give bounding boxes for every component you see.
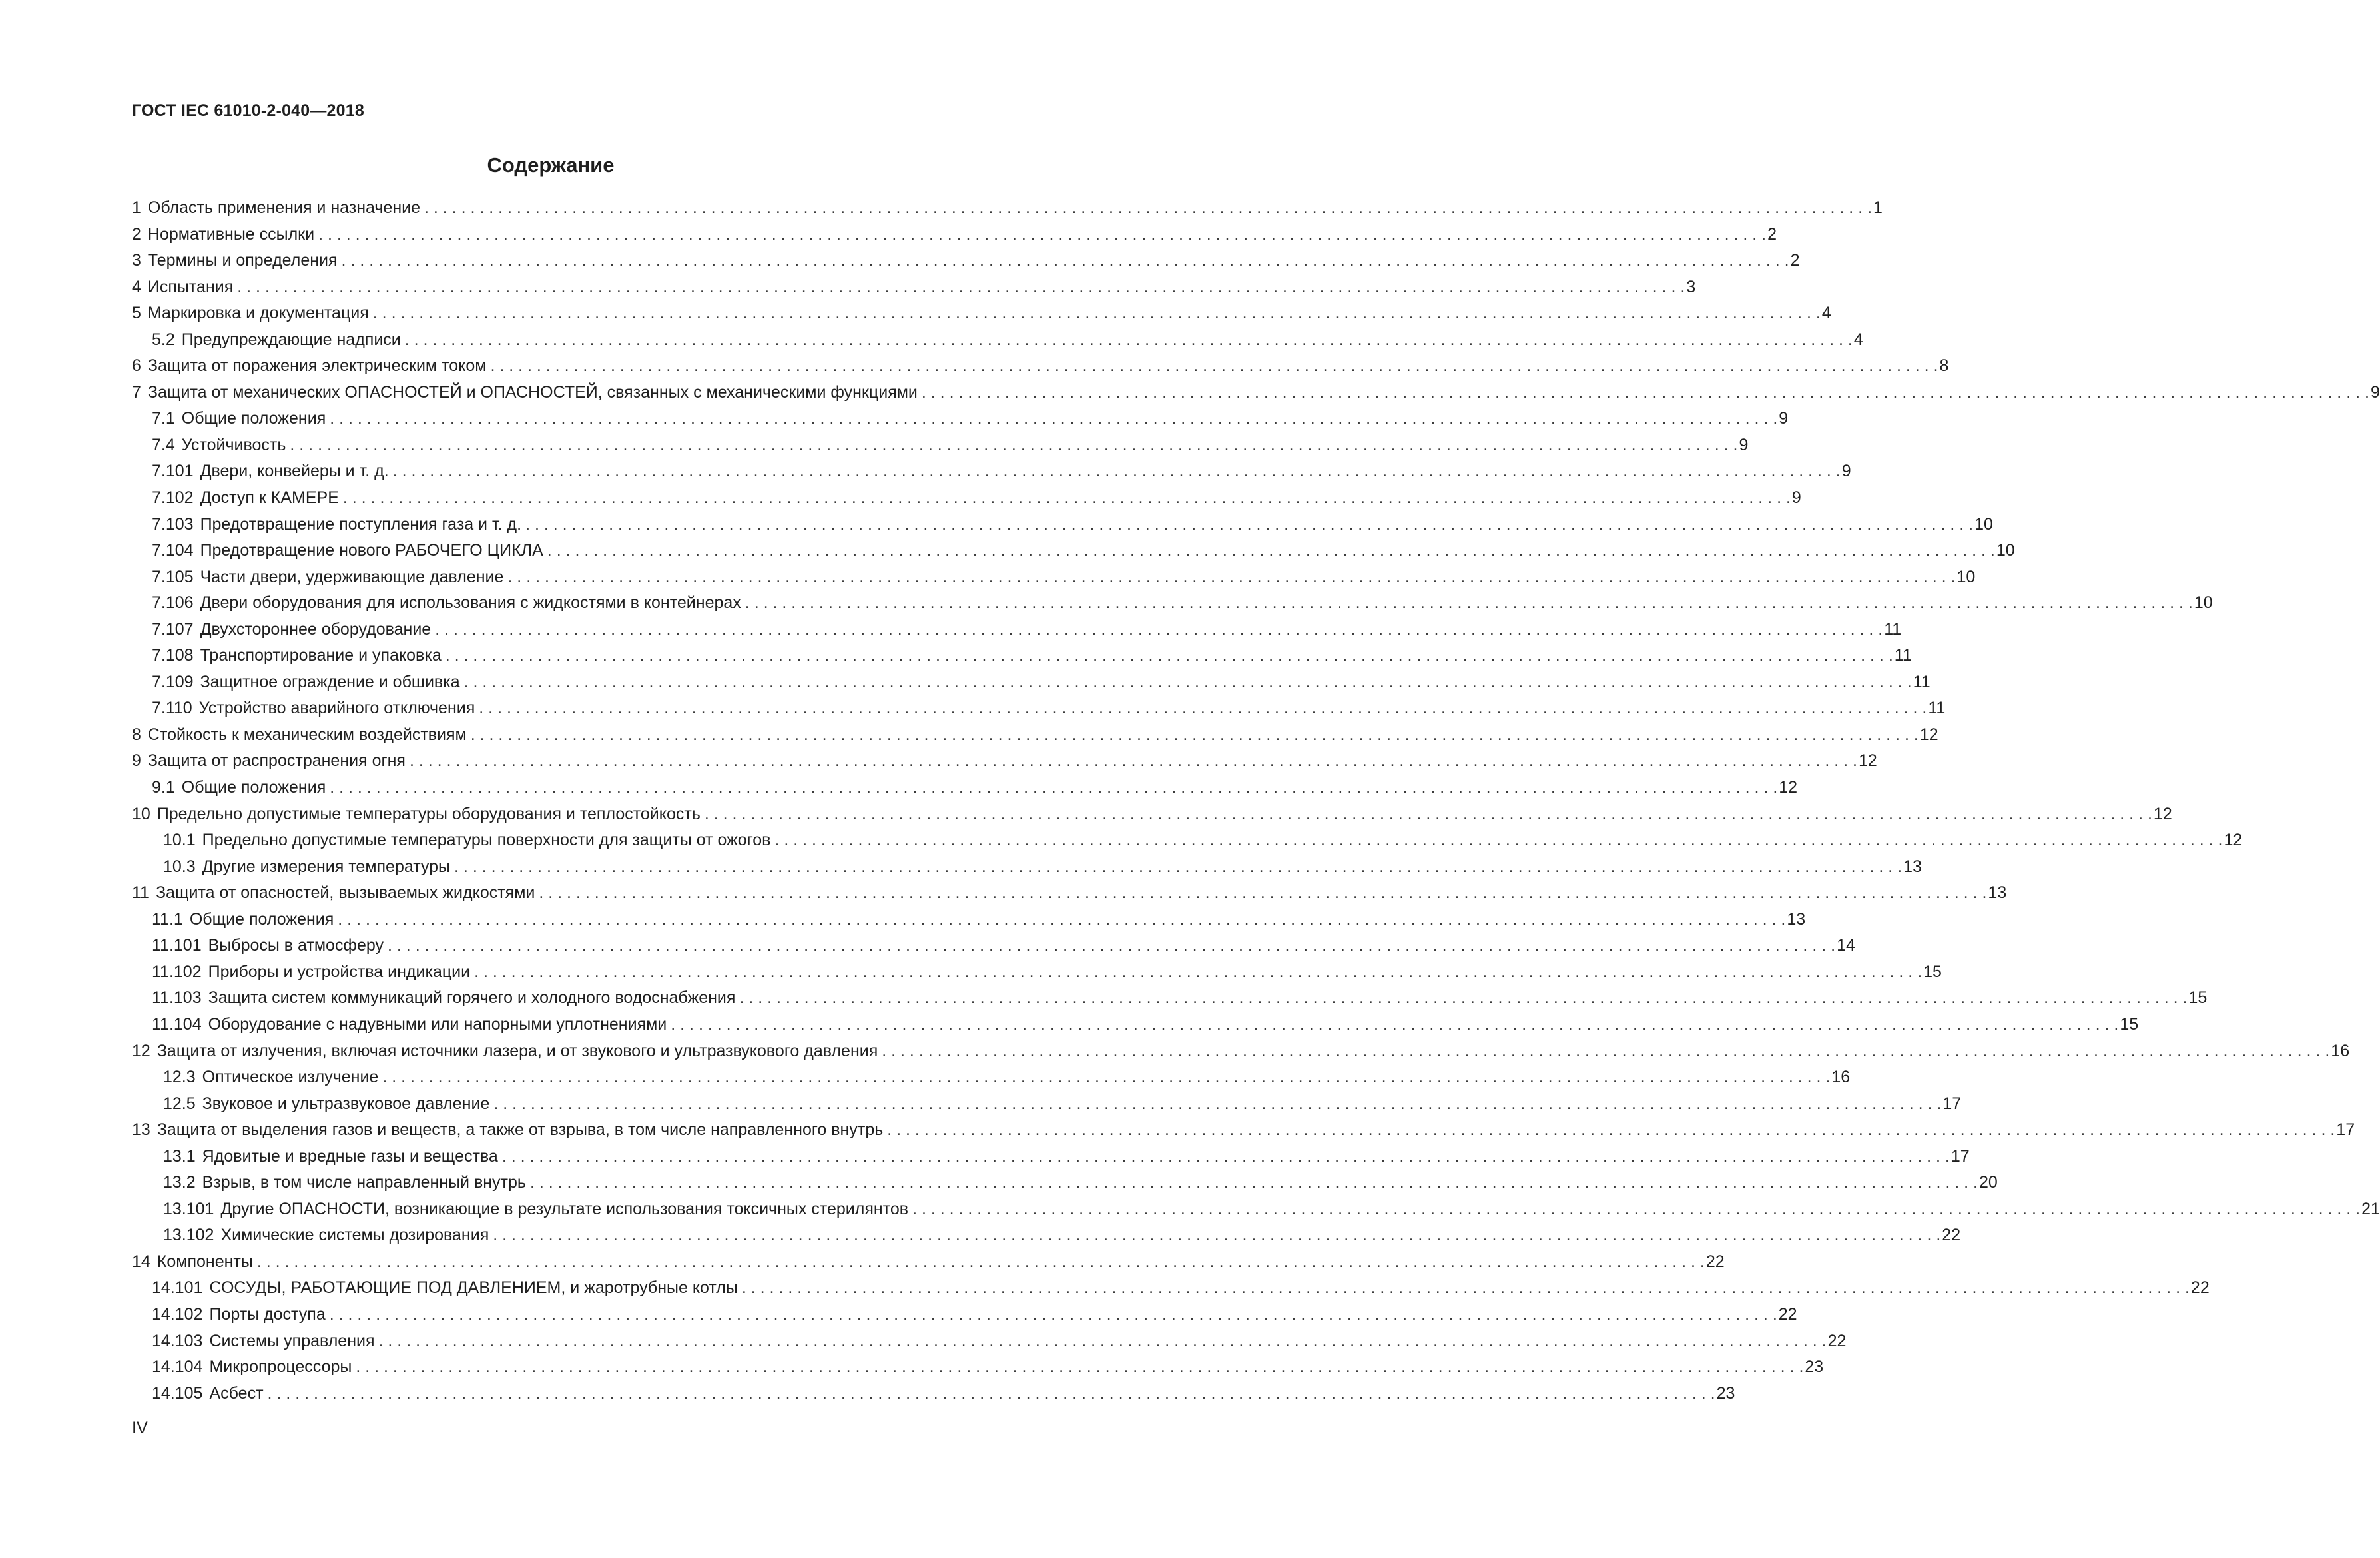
toc-leader-dots bbox=[356, 1358, 1803, 1377]
toc-entry[interactable] bbox=[132, 224, 1777, 252]
toc-entry[interactable] bbox=[132, 567, 1976, 594]
toc-entry[interactable] bbox=[132, 356, 1949, 383]
toc-entry-title: Защита от выделения газов и веществ, а также от взрыва, в том числе направленного внутрь bbox=[156, 1120, 884, 1140]
toc-entry-page: 11 bbox=[1913, 672, 1931, 691]
toc-entry-number: 11.103 bbox=[152, 988, 202, 1008]
toc-entry-number: 9 bbox=[132, 751, 141, 771]
toc-entry-title: Защита от поражения электрическим током bbox=[147, 356, 487, 376]
toc-entry-title: Устойчивость bbox=[181, 435, 286, 454]
toc-entry-title: Двери, конвейеры и т. д. bbox=[200, 462, 389, 481]
toc-entry-number: 2 bbox=[132, 224, 141, 244]
toc-entry-number: 10 bbox=[132, 804, 150, 823]
toc-entry-page: 11 bbox=[1884, 619, 1902, 639]
toc-entry-number: 7.1 bbox=[152, 409, 175, 428]
toc-entry-title: Химические системы дозирования bbox=[220, 1226, 489, 1245]
toc-entry-page: 4 bbox=[1853, 330, 1863, 349]
toc-entry[interactable] bbox=[132, 1199, 2380, 1226]
toc-entry-page: 9 bbox=[1791, 488, 1801, 508]
toc-entry-page: 10 bbox=[1974, 514, 1993, 534]
toc-entry[interactable] bbox=[132, 1331, 1847, 1358]
toc-entry-title: Термины и определения bbox=[147, 251, 338, 270]
toc-leader-dots bbox=[493, 1226, 1940, 1245]
toc-entry-number: 13.1 bbox=[163, 1146, 196, 1166]
toc-entry-title: Защитное ограждение и обшивка bbox=[200, 672, 460, 691]
toc-leader-dots bbox=[410, 751, 1857, 771]
toc-entry[interactable] bbox=[132, 804, 2172, 831]
toc-entry-page: 20 bbox=[1978, 1173, 1998, 1192]
toc-entry-number: 3 bbox=[132, 251, 141, 270]
toc-leader-dots bbox=[405, 330, 1853, 350]
toc-leader-dots bbox=[507, 568, 1955, 587]
toc-entry[interactable] bbox=[132, 646, 1912, 673]
toc-entry-title: Другие ОПАСНОСТИ, возникающие в результате использования токсичных стерилянтов bbox=[220, 1199, 909, 1218]
toc-leader-dots bbox=[671, 1015, 2118, 1034]
toc-entry-page: 22 bbox=[1705, 1252, 1725, 1271]
toc-entry[interactable] bbox=[132, 1041, 2350, 1068]
toc-entry[interactable] bbox=[132, 672, 1931, 699]
toc-entry-number: 5.2 bbox=[152, 330, 175, 349]
toc-leader-dots bbox=[330, 1305, 1777, 1324]
toc-leader-dots bbox=[493, 1094, 1941, 1114]
toc-entry-title: Нормативные ссылки bbox=[147, 224, 315, 244]
toc-leader-dots bbox=[479, 699, 1927, 718]
toc-entry[interactable] bbox=[132, 1068, 1851, 1094]
toc-entry-page: 22 bbox=[1942, 1226, 1961, 1245]
toc-entry[interactable] bbox=[132, 382, 2380, 410]
toc-entry-number: 10.3 bbox=[163, 857, 196, 876]
toc-entry-number: 10.1 bbox=[163, 831, 196, 850]
toc-entry[interactable] bbox=[132, 751, 1877, 778]
toc-entry-title: Транспортирование и упаковка bbox=[200, 646, 442, 665]
toc-entry-page: 12 bbox=[2224, 831, 2243, 850]
toc-entry[interactable] bbox=[132, 541, 2015, 568]
toc-entry-page: 4 bbox=[1821, 304, 1831, 323]
toc-leader-dots bbox=[446, 646, 1893, 665]
toc-leader-dots bbox=[379, 1332, 1827, 1351]
toc-leader-dots bbox=[338, 910, 1785, 929]
toc-entry-number: 12.3 bbox=[163, 1068, 196, 1087]
toc-entry-title: Ядовитые и вредные газы и вещества bbox=[202, 1146, 498, 1166]
toc-entry[interactable] bbox=[132, 409, 1789, 436]
toc-entry[interactable] bbox=[132, 1304, 1797, 1332]
toc-entry-title: Части двери, удерживающие давление bbox=[200, 567, 504, 586]
toc-leader-dots bbox=[525, 515, 1973, 534]
toc-entry-page: 8 bbox=[1939, 356, 1949, 376]
toc-entry-page: 9 bbox=[1739, 435, 1749, 454]
toc-entry-page: 11 bbox=[1894, 646, 1912, 665]
toc-entry-page: 16 bbox=[2331, 1041, 2350, 1060]
document-code: ГОСТ IEC 61010-2-040—2018 bbox=[132, 101, 364, 120]
toc-leader-dots bbox=[490, 356, 1938, 376]
toc-entry-title: Приборы и устройства индикации bbox=[208, 962, 471, 981]
toc-entry[interactable] bbox=[132, 462, 1851, 488]
toc-entry-page: 23 bbox=[1716, 1383, 1735, 1403]
toc-leader-dots bbox=[290, 436, 1737, 455]
toc-entry-number: 13.101 bbox=[163, 1199, 214, 1218]
toc-entry-page: 10 bbox=[2194, 593, 2213, 613]
toc-entry-title: Защита от распространения огня bbox=[147, 751, 406, 771]
toc-leader-dots bbox=[530, 1173, 1978, 1192]
toc-entry-number: 13 bbox=[132, 1120, 150, 1140]
toc-entry-page: 22 bbox=[1778, 1304, 1797, 1324]
toc-entry-page: 17 bbox=[2336, 1120, 2355, 1140]
toc-entry-number: 14 bbox=[132, 1252, 150, 1271]
toc-entry-page: 9 bbox=[1841, 462, 1851, 481]
toc-entry-title: Устройство аварийного отключения bbox=[198, 699, 475, 718]
toc-entry[interactable] bbox=[132, 883, 2007, 910]
toc-entry-title: Стойкость к механическим воздействиям bbox=[147, 725, 467, 744]
toc-entry-title: Асбест bbox=[209, 1383, 264, 1403]
toc-entry-title: Звуковое и ультразвуковое давление bbox=[202, 1094, 490, 1113]
toc-entry-number: 11.1 bbox=[152, 909, 183, 929]
toc-leader-dots bbox=[922, 383, 2369, 402]
toc-entry-title: Защита от опасностей, вызываемых жидкостями bbox=[155, 883, 535, 903]
toc-entry-number: 13.102 bbox=[163, 1226, 214, 1245]
toc-entry-title: Маркировка и документация bbox=[147, 304, 369, 323]
page-number: IV bbox=[132, 1419, 148, 1437]
toc-leader-dots bbox=[330, 409, 1777, 428]
toc-entry[interactable] bbox=[132, 619, 1902, 647]
toc-entry-number: 13.2 bbox=[163, 1173, 196, 1192]
toc-entry[interactable] bbox=[132, 778, 1798, 805]
toc-entry-number: 14.101 bbox=[152, 1278, 203, 1298]
toc-entry-page: 17 bbox=[1942, 1094, 1962, 1113]
toc-entry-title: Предупреждающие надписи bbox=[181, 330, 401, 349]
toc-entry[interactable] bbox=[132, 1173, 1998, 1200]
toc-entry[interactable] bbox=[132, 1094, 1962, 1121]
toc-title: Содержание bbox=[487, 153, 615, 177]
toc-entry[interactable] bbox=[132, 1252, 1725, 1279]
toc-leader-dots bbox=[739, 988, 2187, 1008]
toc-entry-page: 1 bbox=[1873, 198, 1883, 217]
toc-entry-title: Выбросы в атмосферу bbox=[208, 936, 384, 955]
toc-entry-page: 16 bbox=[1831, 1068, 1851, 1087]
toc-leader-dots bbox=[887, 1120, 2335, 1140]
toc-entry[interactable] bbox=[132, 936, 1855, 963]
toc-entry-number: 7.101 bbox=[152, 462, 194, 481]
toc-entry-number: 7.105 bbox=[152, 567, 194, 586]
toc-leader-dots bbox=[745, 593, 2193, 613]
toc-entry-title: Предельно допустимые температуры оборудования и теплостойкость bbox=[156, 804, 701, 823]
toc-entry-number: 14.104 bbox=[152, 1358, 203, 1377]
toc-entry-title: Предельно допустимые температуры поверхности для защиты от ожогов bbox=[202, 831, 771, 850]
toc-entry[interactable] bbox=[132, 277, 1696, 304]
toc-entry[interactable] bbox=[132, 1383, 1735, 1411]
toc-entry-number: 6 bbox=[132, 356, 141, 376]
toc-leader-dots bbox=[912, 1200, 2360, 1219]
toc-entry[interactable] bbox=[132, 988, 2208, 1015]
toc-leader-dots bbox=[342, 251, 1789, 270]
toc-leader-dots bbox=[742, 1278, 2190, 1298]
toc-entry-page: 9 bbox=[1779, 409, 1789, 428]
toc-entry-title: Общие положения bbox=[181, 409, 326, 428]
toc-entry-title: Защита систем коммуникаций горячего и холодного водоснабжения bbox=[208, 988, 736, 1008]
toc-entry-number: 1 bbox=[132, 198, 141, 217]
toc-entry-number: 12.5 bbox=[163, 1094, 196, 1113]
toc-entry-page: 21 bbox=[2361, 1199, 2380, 1218]
toc-entry-title: Предотвращение поступления газа и т. д. bbox=[200, 514, 522, 534]
toc-leader-dots bbox=[373, 304, 1821, 323]
toc-entry-number: 11 bbox=[132, 883, 149, 903]
toc-entry-page: 2 bbox=[1790, 251, 1800, 270]
toc-entry[interactable] bbox=[132, 251, 1800, 278]
toc-entry-title: Оптическое излучение bbox=[202, 1068, 379, 1087]
toc-entry-title: СОСУДЫ, РАБОТАЮЩИЕ ПОД ДАВЛЕНИЕМ, и жаротрубные котлы bbox=[209, 1278, 738, 1298]
toc-leader-dots bbox=[705, 805, 2152, 824]
toc-entry-page: 12 bbox=[2153, 804, 2172, 823]
toc-leader-dots bbox=[382, 1068, 1830, 1087]
toc-leader-dots bbox=[464, 673, 1912, 692]
toc-entry-title: Микропроцессоры bbox=[209, 1358, 352, 1377]
toc-entry-page: 10 bbox=[1956, 567, 1976, 586]
toc-leader-dots bbox=[471, 725, 1919, 745]
toc-entry-title: Общие положения bbox=[189, 909, 334, 929]
toc-entry-number: 4 bbox=[132, 277, 141, 296]
toc-entry-title: Двухстороннее оборудование bbox=[200, 619, 432, 639]
toc-leader-dots bbox=[268, 1384, 1715, 1403]
toc-entry-page: 22 bbox=[2190, 1278, 2210, 1298]
toc-entry[interactable] bbox=[132, 725, 1938, 752]
toc-entry-number: 7.106 bbox=[152, 593, 194, 613]
toc-entry-page: 2 bbox=[1767, 224, 1777, 244]
toc-entry-title: Защита от механических ОПАСНОСТЕЙ и ОПАСНОСТЕЙ, связанных с механическими функциями bbox=[147, 382, 918, 402]
toc-entry-page: 15 bbox=[2188, 988, 2208, 1008]
toc-entry-page: 17 bbox=[1950, 1146, 1970, 1166]
toc-leader-dots bbox=[539, 883, 1986, 903]
toc-entry-page: 11 bbox=[1928, 699, 1946, 718]
toc-entry[interactable] bbox=[132, 699, 1946, 725]
toc-entry[interactable] bbox=[132, 1278, 2210, 1305]
toc-entry[interactable] bbox=[132, 198, 1883, 225]
toc-entry-page: 13 bbox=[1787, 909, 1806, 929]
toc-entry[interactable] bbox=[132, 435, 1749, 462]
toc-leader-dots bbox=[393, 462, 1841, 481]
toc-entry-page: 12 bbox=[1779, 778, 1798, 797]
toc-entry[interactable] bbox=[132, 330, 1863, 357]
toc-entry[interactable] bbox=[132, 304, 1831, 330]
toc-leader-dots bbox=[502, 1147, 1950, 1166]
toc-entry[interactable] bbox=[132, 1014, 2139, 1042]
toc-entry-number: 8 bbox=[132, 725, 141, 744]
toc-entry-page: 23 bbox=[1805, 1358, 1824, 1377]
toc-entry-number: 12 bbox=[132, 1041, 150, 1060]
toc-entry[interactable] bbox=[132, 1358, 1824, 1384]
toc-leader-dots bbox=[435, 620, 1883, 639]
toc-entry-title: Оборудование с надувными или напорными уплотнениями bbox=[208, 1014, 667, 1034]
toc-entry[interactable] bbox=[132, 488, 1801, 515]
toc-entry-page: 13 bbox=[1903, 857, 1922, 876]
toc-entry[interactable] bbox=[132, 1120, 2355, 1147]
toc-entry-number: 7.110 bbox=[152, 699, 192, 718]
toc-leader-dots bbox=[330, 778, 1777, 797]
toc-entry-title: Системы управления bbox=[209, 1331, 375, 1350]
toc-entry-number: 14.103 bbox=[152, 1331, 203, 1350]
toc-entry[interactable] bbox=[132, 831, 2243, 857]
toc-leader-dots bbox=[257, 1252, 1705, 1272]
toc-entry-number: 14.102 bbox=[152, 1304, 203, 1324]
toc-entry-number: 7.107 bbox=[152, 619, 194, 639]
toc-entry[interactable] bbox=[132, 962, 1942, 989]
toc-leader-dots bbox=[343, 488, 1791, 508]
toc-entry-title: Другие измерения температуры bbox=[202, 857, 451, 876]
toc-entry-number: 7.104 bbox=[152, 541, 194, 560]
toc-entry-page: 12 bbox=[1859, 751, 1877, 771]
table-of-contents bbox=[132, 198, 2380, 1410]
toc-entry-title: Компоненты bbox=[156, 1252, 253, 1271]
toc-entry-page: 12 bbox=[1919, 725, 1938, 744]
toc-entry-title: Взрыв, в том числе направленный внутрь bbox=[202, 1173, 526, 1192]
toc-entry-page: 9 bbox=[2370, 382, 2380, 402]
toc-leader-dots bbox=[774, 831, 2222, 850]
toc-entry-title: Защита от излучения, включая источники лазера, и от звукового и ультразвукового давления bbox=[156, 1041, 878, 1060]
toc-entry[interactable] bbox=[132, 593, 2213, 620]
toc-entry[interactable] bbox=[132, 857, 1922, 884]
toc-leader-dots bbox=[474, 963, 1922, 982]
toc-leader-dots bbox=[237, 278, 1685, 297]
toc-entry-number: 7.109 bbox=[152, 672, 194, 691]
toc-entry-number: 11.101 bbox=[152, 936, 202, 955]
toc-entry-number: 7.4 bbox=[152, 435, 175, 454]
toc-entry-page: 10 bbox=[1996, 541, 2015, 560]
toc-entry-number: 7.103 bbox=[152, 514, 194, 534]
toc-entry-page: 3 bbox=[1686, 277, 1696, 296]
toc-entry-title: Общие положения bbox=[181, 778, 326, 797]
toc-entry-number: 7 bbox=[132, 382, 141, 402]
toc-entry-number: 11.102 bbox=[152, 962, 202, 981]
toc-leader-dots bbox=[882, 1042, 2329, 1061]
toc-entry-number: 11.104 bbox=[152, 1014, 202, 1034]
toc-entry-page: 22 bbox=[1827, 1331, 1847, 1350]
toc-entry[interactable] bbox=[132, 1226, 1961, 1252]
toc-entry[interactable] bbox=[132, 514, 1993, 542]
toc-entry-number: 14.105 bbox=[152, 1383, 203, 1403]
toc-entry-page: 13 bbox=[1988, 883, 2007, 903]
toc-entry-page: 15 bbox=[1923, 962, 1942, 981]
toc-leader-dots bbox=[547, 541, 1995, 560]
toc-entry-title: Область применения и назначение bbox=[147, 198, 420, 217]
toc-leader-dots bbox=[454, 857, 1902, 877]
toc-entry-title: Доступ к КАМЕРЕ bbox=[200, 488, 339, 508]
toc-entry-title: Двери оборудования для использования с жидкостями в контейнерах bbox=[200, 593, 741, 613]
toc-entry-page: 14 bbox=[1837, 936, 1855, 955]
toc-entry-number: 7.102 bbox=[152, 488, 194, 508]
toc-entry-number: 7.108 bbox=[152, 646, 194, 665]
toc-entry-title: Предотвращение нового РАБОЧЕГО ЦИКЛА bbox=[200, 541, 543, 560]
toc-leader-dots bbox=[388, 936, 1835, 955]
toc-entry-title: Испытания bbox=[147, 277, 234, 296]
toc-entry-title: Порты доступа bbox=[209, 1304, 326, 1324]
toc-leader-dots bbox=[424, 198, 1872, 218]
toc-entry-page: 15 bbox=[2120, 1014, 2139, 1034]
toc-entry-number: 5 bbox=[132, 304, 141, 323]
toc-entry[interactable] bbox=[132, 1146, 1970, 1174]
toc-entry[interactable] bbox=[132, 909, 1806, 937]
toc-leader-dots bbox=[318, 225, 1766, 244]
toc-entry-number: 9.1 bbox=[152, 778, 175, 797]
